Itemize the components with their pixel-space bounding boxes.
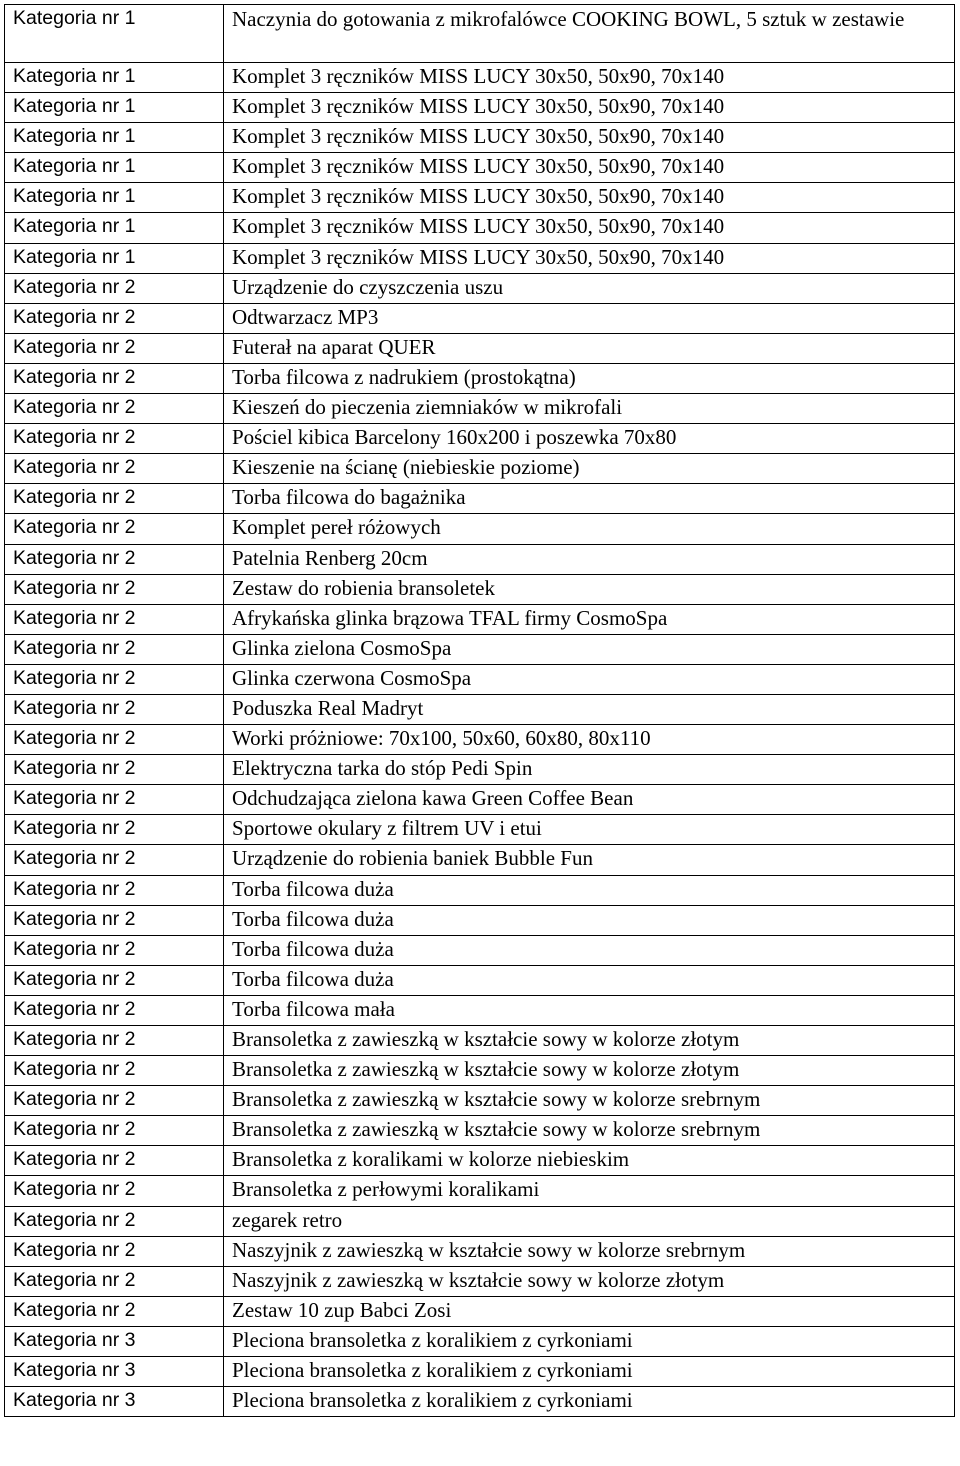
item-cell: Naczynia do gotowania z mikrofalówce COOKING BOWL, 5 sztuk w zestawie [224, 5, 955, 63]
category-cell: Kategoria nr 2 [5, 935, 224, 965]
table-row [5, 454, 955, 484]
category-cell: Kategoria nr 2 [5, 664, 224, 694]
item-cell: Kieszeń do pieczenia ziemniaków w mikrofali [224, 394, 955, 424]
table-row [5, 1146, 955, 1176]
table-row [5, 755, 955, 785]
category-cell: Kategoria nr 1 [5, 123, 224, 153]
table-row [5, 1387, 955, 1417]
category-cell: Kategoria nr 1 [5, 93, 224, 123]
category-cell: Kategoria nr 2 [5, 273, 224, 303]
table-row [5, 965, 955, 995]
category-cell: Kategoria nr 2 [5, 815, 224, 845]
item-cell: Torba filcowa duża [224, 875, 955, 905]
table-row [5, 694, 955, 724]
table-row [5, 1206, 955, 1236]
category-cell: Kategoria nr 2 [5, 965, 224, 995]
item-cell: Komplet 3 ręczników MISS LUCY 30x50, 50x90, 70x140 [224, 93, 955, 123]
category-cell: Kategoria nr 3 [5, 1326, 224, 1356]
item-cell: Poduszka Real Madryt [224, 694, 955, 724]
table-row [5, 243, 955, 273]
category-cell: Kategoria nr 2 [5, 363, 224, 393]
table-row [5, 935, 955, 965]
table-row [5, 1116, 955, 1146]
category-cell: Kategoria nr 2 [5, 1236, 224, 1266]
item-cell: Pościel kibica Barcelony 160x200 i poszewka 70x80 [224, 424, 955, 454]
category-cell: Kategoria nr 2 [5, 394, 224, 424]
category-cell: Kategoria nr 1 [5, 213, 224, 243]
item-cell: Urządzenie do robienia baniek Bubble Fun [224, 845, 955, 875]
table-row [5, 574, 955, 604]
category-cell: Kategoria nr 2 [5, 1146, 224, 1176]
item-cell: zegarek retro [224, 1206, 955, 1236]
item-cell: Komplet 3 ręczników MISS LUCY 30x50, 50x90, 70x140 [224, 243, 955, 273]
item-cell: Komplet 3 ręczników MISS LUCY 30x50, 50x90, 70x140 [224, 153, 955, 183]
item-cell: Torba filcowa duża [224, 965, 955, 995]
item-cell: Futerał na aparat QUER [224, 333, 955, 363]
category-cell: Kategoria nr 2 [5, 694, 224, 724]
table-row [5, 1266, 955, 1296]
category-cell: Kategoria nr 1 [5, 5, 224, 63]
table-row [5, 544, 955, 574]
table-row [5, 213, 955, 243]
category-cell: Kategoria nr 2 [5, 1026, 224, 1056]
item-cell: Torba filcowa do bagażnika [224, 484, 955, 514]
category-cell: Kategoria nr 2 [5, 1056, 224, 1086]
category-cell: Kategoria nr 2 [5, 484, 224, 514]
item-cell: Afrykańska glinka brązowa TFAL firmy CosmoSpa [224, 604, 955, 634]
category-cell: Kategoria nr 2 [5, 303, 224, 333]
category-cell: Kategoria nr 2 [5, 1296, 224, 1326]
table-row [5, 303, 955, 333]
item-cell: Bransoletka z perłowymi koralikami [224, 1176, 955, 1206]
item-cell: Urządzenie do czyszczenia uszu [224, 273, 955, 303]
item-cell: Naszyjnik z zawieszką w kształcie sowy w kolorze srebrnym [224, 1236, 955, 1266]
item-cell: Bransoletka z koralikami w kolorze niebieskim [224, 1146, 955, 1176]
table-row [5, 514, 955, 544]
table-row [5, 604, 955, 634]
item-cell: Pleciona bransoletka z koralikiem z cyrkoniami [224, 1387, 955, 1417]
item-cell: Kieszenie na ścianę (niebieskie poziome) [224, 454, 955, 484]
category-cell: Kategoria nr 3 [5, 1387, 224, 1417]
table-row [5, 1026, 955, 1056]
table-row [5, 394, 955, 424]
item-cell: Worki próżniowe: 70x100, 50x60, 60x80, 80x110 [224, 725, 955, 755]
table-row [5, 273, 955, 303]
table-row [5, 5, 955, 63]
table-row [5, 785, 955, 815]
category-cell: Kategoria nr 1 [5, 63, 224, 93]
item-cell: Sportowe okulary z filtrem UV i etui [224, 815, 955, 845]
category-cell: Kategoria nr 1 [5, 153, 224, 183]
prize-list-table [4, 4, 955, 1417]
category-cell: Kategoria nr 2 [5, 1116, 224, 1146]
item-cell: Bransoletka z zawieszką w kształcie sowy w kolorze złotym [224, 1056, 955, 1086]
item-cell: Pleciona bransoletka z koralikiem z cyrkoniami [224, 1326, 955, 1356]
item-cell: Komplet 3 ręczników MISS LUCY 30x50, 50x90, 70x140 [224, 123, 955, 153]
table-row [5, 875, 955, 905]
item-cell: Glinka zielona CosmoSpa [224, 634, 955, 664]
table-row [5, 1296, 955, 1326]
table-row [5, 63, 955, 93]
item-cell: Naszyjnik z zawieszką w kształcie sowy w kolorze złotym [224, 1266, 955, 1296]
item-cell: Komplet 3 ręczników MISS LUCY 30x50, 50x90, 70x140 [224, 183, 955, 213]
category-cell: Kategoria nr 1 [5, 243, 224, 273]
category-cell: Kategoria nr 2 [5, 604, 224, 634]
table-row [5, 634, 955, 664]
table-row [5, 93, 955, 123]
table-row [5, 845, 955, 875]
item-cell: Zestaw 10 zup Babci Zosi [224, 1296, 955, 1326]
category-cell: Kategoria nr 2 [5, 905, 224, 935]
table-row [5, 484, 955, 514]
item-cell: Komplet 3 ręczników MISS LUCY 30x50, 50x90, 70x140 [224, 213, 955, 243]
item-cell: Komplet pereł różowych [224, 514, 955, 544]
table-row [5, 1176, 955, 1206]
category-cell: Kategoria nr 2 [5, 544, 224, 574]
document-page [4, 4, 955, 1417]
item-cell: Pleciona bransoletka z koralikiem z cyrkoniami [224, 1357, 955, 1387]
category-cell: Kategoria nr 2 [5, 424, 224, 454]
category-cell: Kategoria nr 2 [5, 995, 224, 1025]
table-row [5, 905, 955, 935]
item-cell: Odtwarzacz MP3 [224, 303, 955, 333]
item-cell: Torba filcowa duża [224, 905, 955, 935]
table-row [5, 815, 955, 845]
item-cell: Elektryczna tarka do stóp Pedi Spin [224, 755, 955, 785]
item-cell: Glinka czerwona CosmoSpa [224, 664, 955, 694]
category-cell: Kategoria nr 2 [5, 333, 224, 363]
category-cell: Kategoria nr 2 [5, 845, 224, 875]
item-cell: Bransoletka z zawieszką w kształcie sowy w kolorze srebrnym [224, 1116, 955, 1146]
table-row [5, 153, 955, 183]
category-cell: Kategoria nr 3 [5, 1357, 224, 1387]
item-cell: Torba filcowa z nadrukiem (prostokątna) [224, 363, 955, 393]
category-cell: Kategoria nr 2 [5, 1086, 224, 1116]
table-row [5, 725, 955, 755]
table-row [5, 1086, 955, 1116]
table-row [5, 363, 955, 393]
category-cell: Kategoria nr 2 [5, 634, 224, 664]
table-row [5, 424, 955, 454]
item-cell: Komplet 3 ręczników MISS LUCY 30x50, 50x90, 70x140 [224, 63, 955, 93]
item-cell: Bransoletka z zawieszką w kształcie sowy w kolorze srebrnym [224, 1086, 955, 1116]
table-row [5, 183, 955, 213]
table-row [5, 664, 955, 694]
category-cell: Kategoria nr 2 [5, 755, 224, 785]
category-cell: Kategoria nr 2 [5, 1176, 224, 1206]
table-row [5, 995, 955, 1025]
category-cell: Kategoria nr 2 [5, 785, 224, 815]
table-row [5, 1357, 955, 1387]
item-cell: Patelnia Renberg 20cm [224, 544, 955, 574]
category-cell: Kategoria nr 2 [5, 1266, 224, 1296]
category-cell: Kategoria nr 2 [5, 875, 224, 905]
category-cell: Kategoria nr 2 [5, 725, 224, 755]
table-row [5, 1236, 955, 1266]
item-cell: Odchudzająca zielona kawa Green Coffee Bean [224, 785, 955, 815]
item-cell: Bransoletka z zawieszką w kształcie sowy w kolorze złotym [224, 1026, 955, 1056]
item-cell: Torba filcowa duża [224, 935, 955, 965]
item-cell: Zestaw do robienia bransoletek [224, 574, 955, 604]
table-row [5, 1056, 955, 1086]
category-cell: Kategoria nr 1 [5, 183, 224, 213]
table-row [5, 123, 955, 153]
item-cell: Torba filcowa mała [224, 995, 955, 1025]
category-cell: Kategoria nr 2 [5, 454, 224, 484]
category-cell: Kategoria nr 2 [5, 1206, 224, 1236]
category-cell: Kategoria nr 2 [5, 514, 224, 544]
table-row [5, 1326, 955, 1356]
prize-list-body [5, 5, 955, 1417]
category-cell: Kategoria nr 2 [5, 574, 224, 604]
table-row [5, 333, 955, 363]
